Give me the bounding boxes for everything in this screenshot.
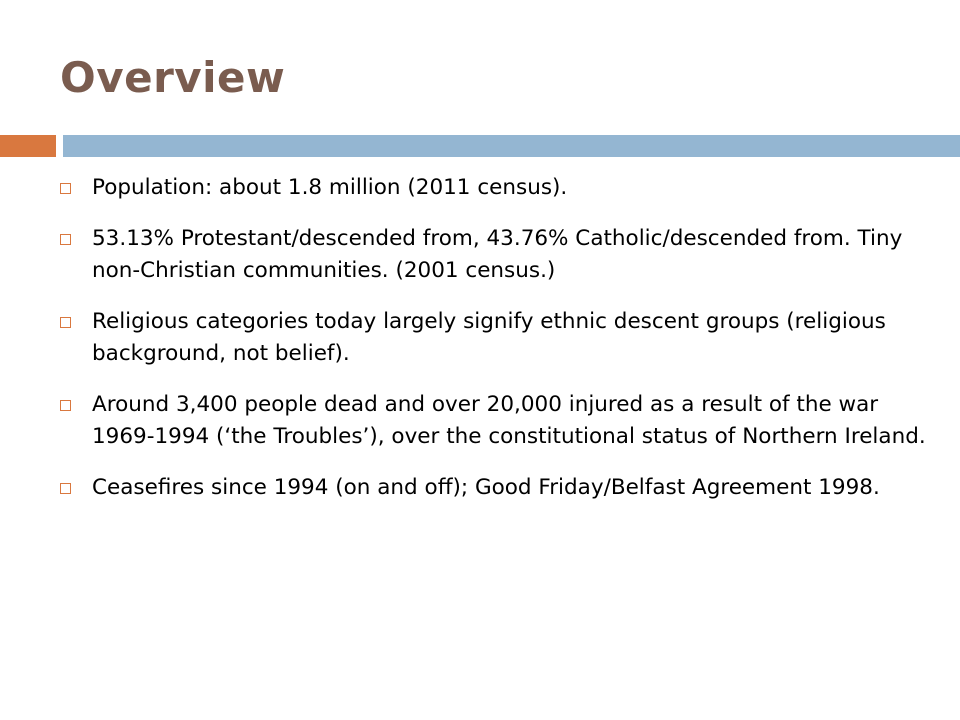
slide-title: Overview bbox=[60, 53, 286, 102]
bullet-item bbox=[60, 389, 930, 453]
bullet-text: Religious categories today largely signify ethnic descent groups (religious background, not belief). bbox=[92, 309, 886, 366]
square-bullet-icon bbox=[60, 183, 71, 194]
accent-bar-orange bbox=[0, 135, 56, 157]
square-bullet-icon bbox=[60, 400, 71, 411]
square-bullet-icon bbox=[60, 317, 71, 328]
bullet-text: Population: about 1.8 million (2011 census). bbox=[92, 175, 568, 200]
bullet-item bbox=[60, 306, 930, 370]
bullet-list bbox=[60, 172, 930, 504]
bullet-item bbox=[60, 472, 930, 504]
square-bullet-icon bbox=[60, 483, 71, 494]
square-bullet-icon bbox=[60, 234, 71, 245]
bullet-text: Ceasefires since 1994 (on and off); Good Friday/Belfast Agreement 1998. bbox=[92, 475, 880, 500]
bullet-item bbox=[60, 172, 930, 204]
bullet-text: Around 3,400 people dead and over 20,000 injured as a result of the war 1969-1994 (‘the Troubles’), over the constitutional status of Northern Ireland. bbox=[92, 392, 926, 449]
bullet-item bbox=[60, 223, 930, 287]
accent-bar-blue bbox=[63, 135, 960, 157]
bullet-text: 53.13% Protestant/descended from, 43.76% Catholic/descended from. Tiny non-Christian communities. (2001 census.) bbox=[92, 226, 903, 283]
